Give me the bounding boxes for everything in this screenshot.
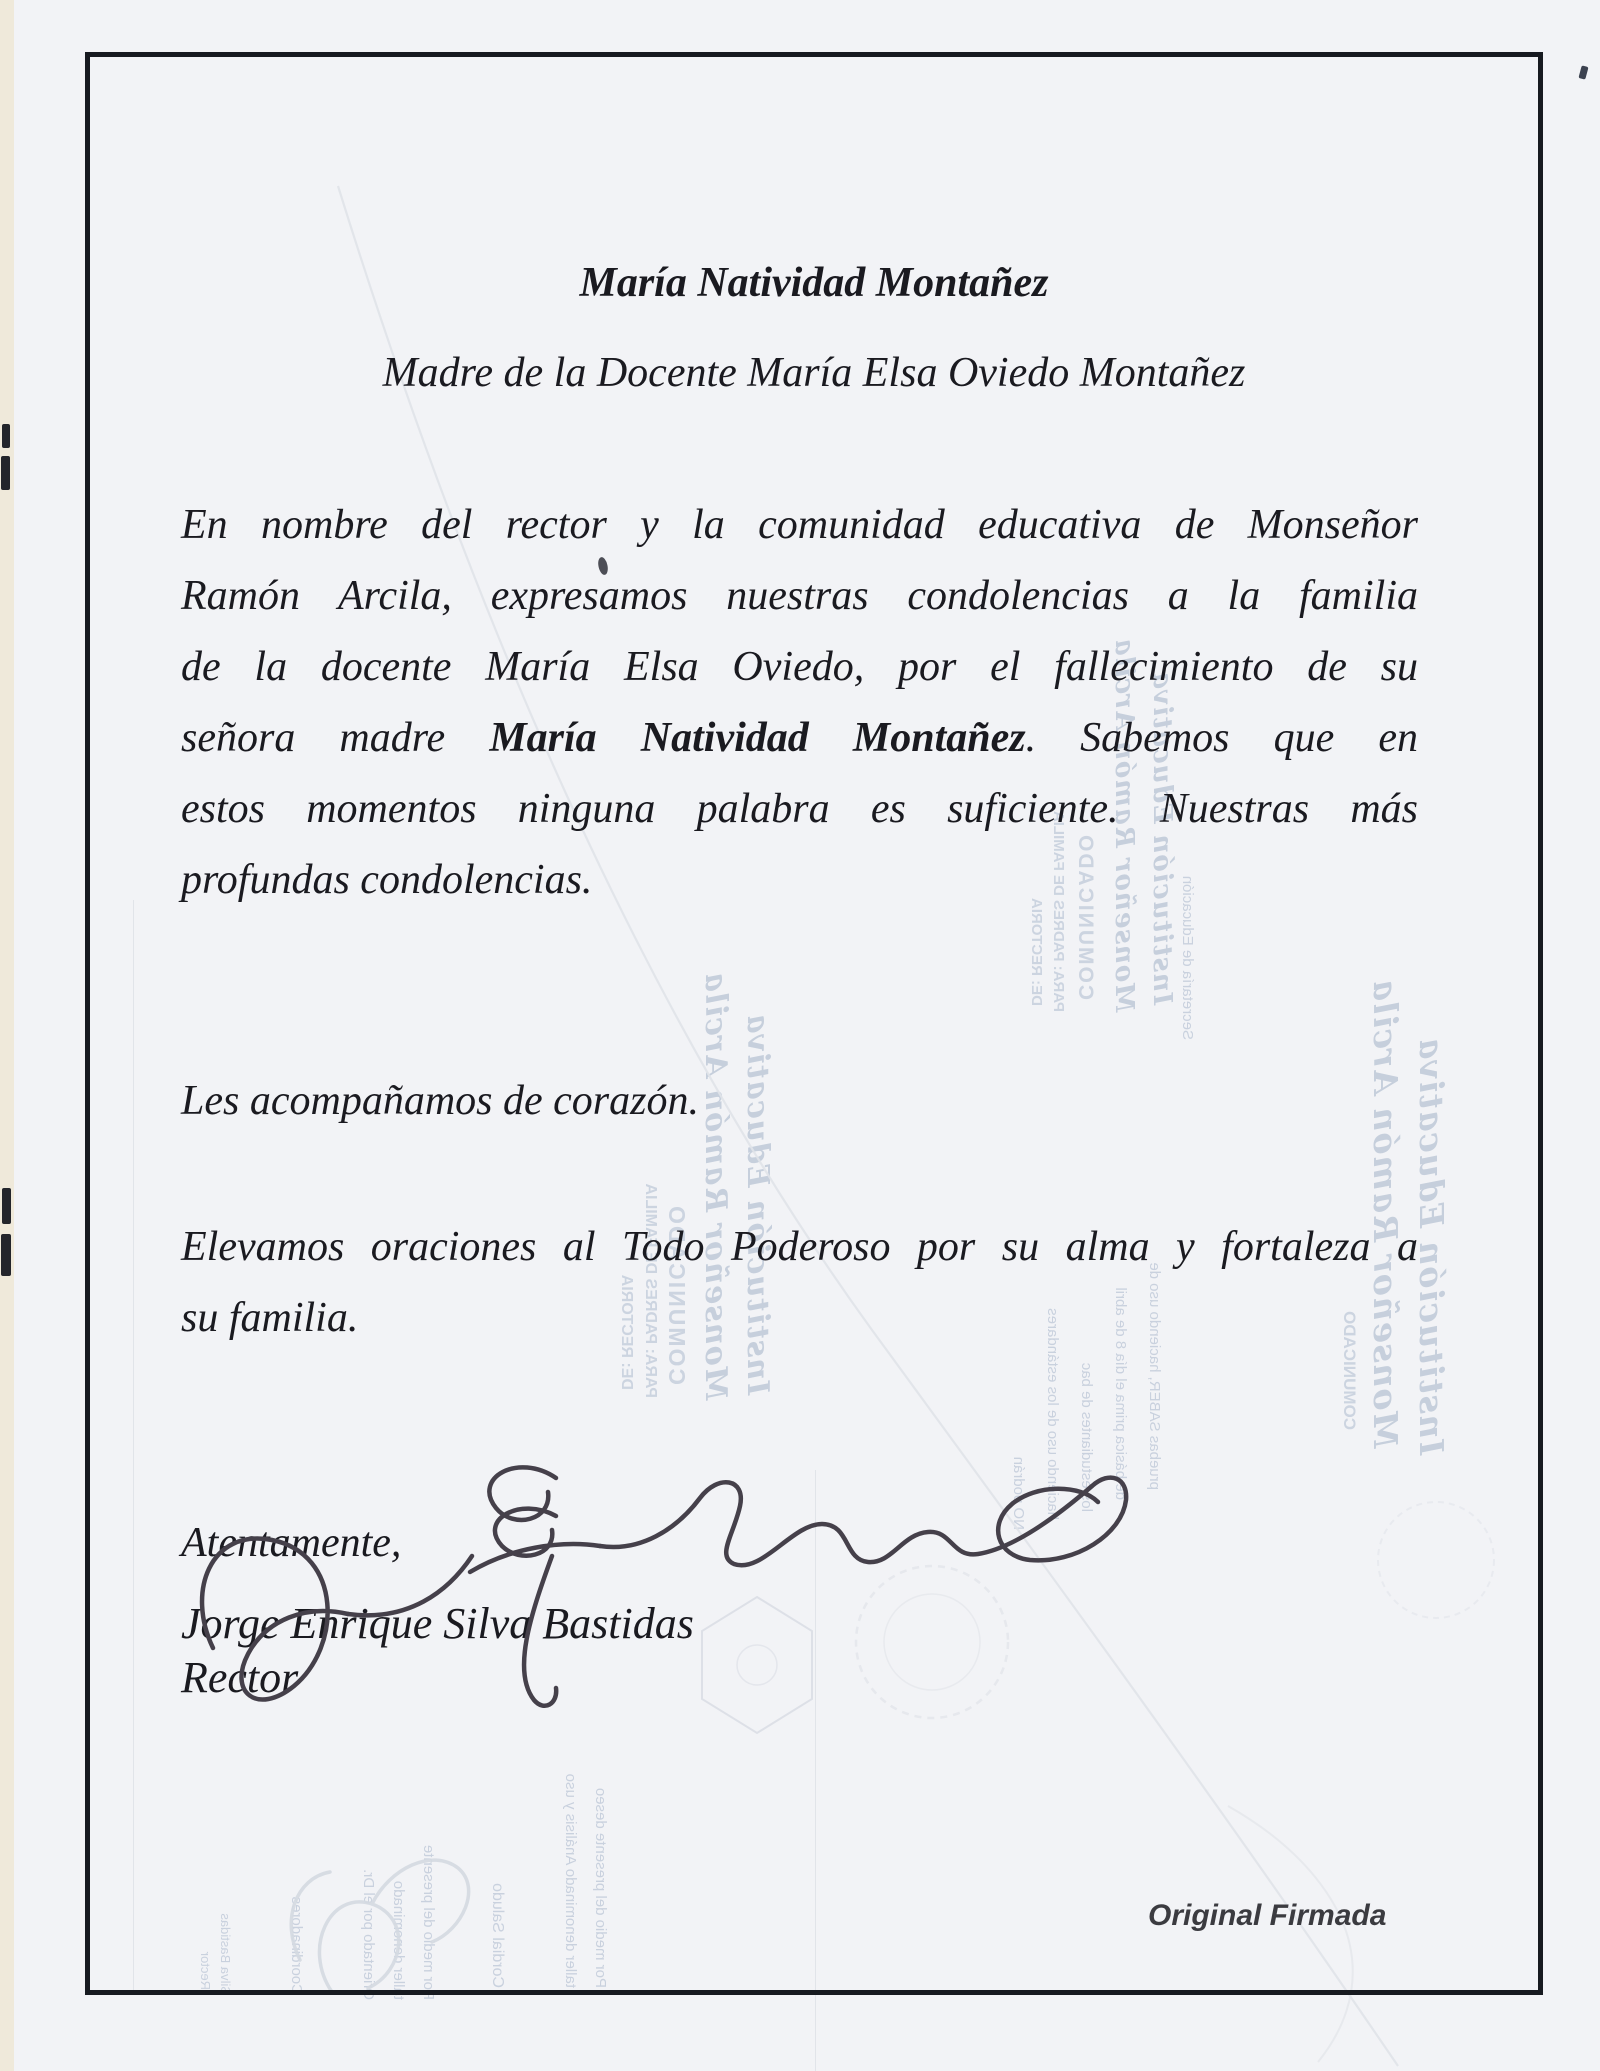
bleedthrough-text: pruebas SABER, haciendo uso de — [1146, 1262, 1163, 1490]
scanner-edge-mark — [1, 1234, 11, 1276]
bleedthrough-comunicado: COMUNICADO — [664, 1204, 690, 1385]
bleedthrough-text: Secretaría de Educación — [1179, 875, 1196, 1040]
bleedthrough-institution-name: Institución Educativa — [740, 1012, 775, 1395]
signature-stroke — [202, 1467, 1126, 1705]
deceased-name-bold: María Natividad Montañez — [489, 715, 1026, 761]
signer-title: Rector — [181, 1653, 299, 1702]
bleedthrough-institution-name: Institución Educativa — [1147, 671, 1177, 1005]
original-signed-note: Original Firmada — [1148, 1899, 1387, 1932]
page-subtitle: Madre de la Docente María Elsa Oviedo Montañez — [382, 350, 1246, 396]
body-line-1: En nombre del rector y la comunidad educativa de Monseñor — [181, 502, 1418, 548]
bleedthrough-text: Rector — [198, 1951, 213, 1990]
bleedthrough-text: Coordinadores — [288, 1896, 305, 1995]
bleedthrough-text: Silva Bastidas — [218, 1913, 233, 1995]
scanner-edge-strip — [0, 0, 14, 2071]
body-line-6: profundas condolencias. — [181, 857, 593, 903]
bleedthrough-text: Por medio del presente deseo — [592, 1787, 609, 1988]
condolence-line: Les acompañamos de corazón. — [181, 1078, 699, 1124]
body-line-4-after: . Sabemos que en — [1025, 715, 1418, 761]
bleedthrough-institution-name: Institución Educativa — [1412, 1036, 1451, 1455]
bleedthrough-para-line: PARA: PADRES DE FAMILIA — [642, 1183, 659, 1398]
body-line-2: Ramón Arcila, expresamos nuestras condolencias a la familia — [181, 573, 1418, 619]
bleedthrough-text: taller denominado Análisis y uso — [562, 1773, 579, 1988]
bleedthrough-comunicado: COMUNICADO — [1074, 833, 1097, 1000]
bleedthrough-institution-name: Monseñor Ramón Arcila — [698, 971, 733, 1400]
bleedthrough-text: NO podrán — [1010, 1456, 1027, 1530]
bleedthrough-institution-name: Monseñor Ramón Arcila — [1109, 637, 1139, 1012]
scanner-edge-mark — [2, 424, 10, 448]
scanner-edge-mark — [1, 456, 10, 490]
signer-name: Jorge Enrique Silva Bastidas — [181, 1599, 694, 1648]
bleedthrough-text: Por medio del presente — [420, 1844, 437, 2000]
bleedthrough-text: Cordial Saludo — [489, 1883, 506, 1988]
bleedthrough-para-line: PARA: PADRES DE FAMILIA — [1050, 810, 1067, 1012]
bleedthrough-text: Orientado por el Dr. — [360, 1869, 377, 2000]
body-line-3: de la docente María Elsa Oviedo, por el fallecimiento de su — [181, 644, 1418, 690]
bleedthrough-institution-name: Monseñor Ramón Arcila — [1366, 978, 1405, 1448]
bleedthrough-de-line: DE: RECTORIA — [1028, 897, 1045, 1006]
body-line-5: estos momentos ninguna palabra es suficiente. Nuestras más — [181, 786, 1418, 832]
prayer-line-2: su familia. — [181, 1295, 359, 1341]
bleedthrough-comunicado: COMUNICADO — [1340, 1311, 1359, 1430]
bleedthrough-text: haciendo uso de los estándares — [1044, 1308, 1061, 1520]
bleedthrough-text: los estudiantes de bac — [1078, 1362, 1095, 1512]
body-line-4-before: señora madre — [181, 715, 490, 761]
bleedthrough-de-line: DE: RECTORIA — [618, 1274, 635, 1390]
bleedthrough-text: taller denominado — [390, 1880, 407, 2000]
prayer-line-1: Elevamos oraciones al Todo Poderoso por su alma y fortaleza a — [181, 1224, 1418, 1270]
page-title: María Natividad Montañez — [579, 260, 1049, 306]
closing-salutation: Atentamente, — [181, 1520, 402, 1566]
scanner-edge-mark — [2, 1188, 11, 1224]
bleedthrough-text: de básica prima el día 8 de abril — [1112, 1287, 1129, 1500]
